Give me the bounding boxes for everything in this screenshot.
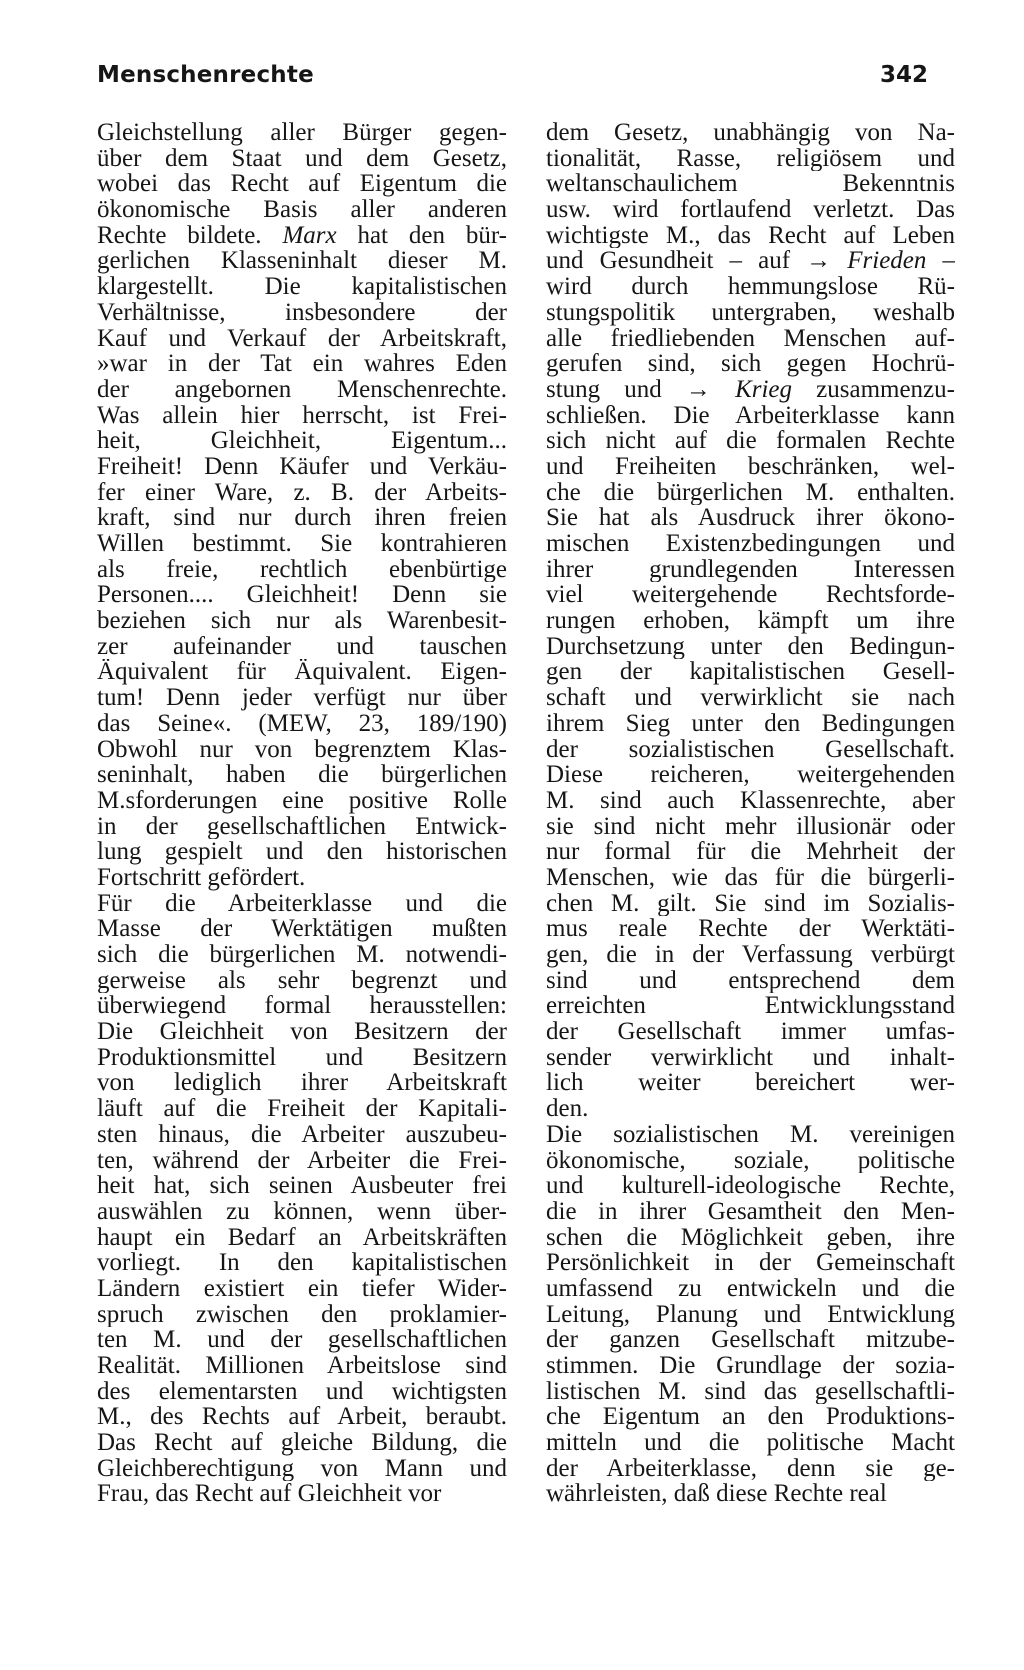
text-line: gerufen sind, sich gegen Hochrü-	[546, 351, 955, 377]
text-line: heit, Gleichheit, Eigentum...	[97, 428, 507, 454]
text-line: Was allein hier herrscht, ist Frei-	[97, 402, 507, 429]
text-line: Willen bestimmt. Sie kontrahieren	[97, 531, 507, 557]
text-line: der sozialistischen Gesellschaft.	[546, 736, 955, 763]
text-line: über dem Staat und dem Gesetz,	[97, 145, 507, 172]
text-line: nur formal für die Mehrheit der	[546, 839, 955, 865]
text-line: lich weiter bereichert wer-	[546, 1070, 955, 1097]
text-line: kraft, sind nur durch ihren freien	[97, 505, 507, 531]
text-line: Freiheit! Denn Käufer und Verkäu-	[97, 453, 507, 480]
text-line: heit hat, sich seinen Ausbeuter frei	[97, 1173, 507, 1199]
text-line: tum! Denn jeder verfügt nur über	[97, 685, 507, 711]
text-line: der ganzen Gesellschaft mitzube-	[546, 1327, 955, 1353]
text-line: sie sind nicht mehr illusionär oder	[546, 813, 955, 840]
text-line: listischen M. sind das gesellschaftli-	[546, 1378, 955, 1405]
text-line: mitteln und die politische Macht	[546, 1430, 955, 1456]
text-line: gerlichen Klasseninhalt dieser M.	[97, 248, 507, 275]
text-line: Äquivalent für Äquivalent. Eigen-	[97, 659, 507, 686]
text-line: umfassend zu entwickeln und die	[546, 1275, 955, 1302]
text-line: fer einer Ware, z. B. der Arbeits-	[97, 479, 507, 506]
text-line: schließen. Die Arbeiterklasse kann	[546, 402, 955, 429]
text-line: rungen erhoben, kämpft um ihre	[546, 608, 955, 634]
text-line: der angebornen Menschenrechte.	[97, 376, 507, 403]
text-line: Diese reicheren, weitergehenden	[546, 762, 955, 788]
text-line: gerweise als sehr begrenzt und	[97, 967, 507, 994]
text-line: das Seine«. (MEW, 23, 189/190)	[97, 710, 507, 737]
text-line: Die sozialistischen M. vereinigen	[546, 1121, 955, 1148]
text-line: Obwohl nur von begrenztem Klas-	[97, 736, 507, 763]
text-line: überwiegend formal herausstellen:	[97, 993, 507, 1020]
text-line: mischen Existenzbedingungen und	[546, 531, 955, 557]
text-line: ökonomische, soziale, politische	[546, 1147, 955, 1174]
text-line: Produktionsmittel und Besitzern	[97, 1044, 507, 1071]
text-line: seninhalt, haben die bürgerlichen	[97, 762, 507, 788]
text-line: klargestellt. Die kapitalistischen	[97, 274, 507, 300]
text-line: schen die Möglichkeit geben, ihre	[546, 1224, 955, 1251]
text-line: sich die bürgerlichen M. notwendi-	[97, 942, 507, 968]
text-line: und Freiheiten beschränken, wel-	[546, 453, 955, 480]
text-line: chen M. gilt. Sie sind im Sozialis-	[546, 890, 955, 917]
text-line: vorliegt. In den kapitalistischen	[97, 1250, 507, 1276]
text-line: stung und → Krieg zusammenzu-	[546, 376, 955, 403]
text-line: die in ihrer Gesamtheit den Men-	[546, 1198, 955, 1225]
text-line: gen der kapitalistischen Gesell-	[546, 659, 955, 686]
text-line: M.sforderungen eine positive Rolle	[97, 787, 507, 814]
text-line: ökonomische Basis aller anderen	[97, 197, 507, 223]
text-line: dem Gesetz, unabhängig von Na-	[546, 120, 955, 146]
text-line: weltanschaulichem Bekenntnis	[546, 171, 955, 198]
text-line: wichtigste M., das Recht auf Leben	[546, 222, 955, 249]
text-line: des elementarsten und wichtigsten	[97, 1378, 507, 1405]
text-line: währleisten, daß diese Rechte real	[546, 1481, 887, 1508]
text-line: zer aufeinander und tauschen	[97, 633, 507, 660]
text-line: usw. wird fortlaufend verletzt. Das	[546, 197, 955, 223]
text-line: und Gesundheit – auf → Frieden –	[546, 248, 955, 275]
text-line: che die bürgerlichen M. enthalten.	[546, 479, 955, 506]
text-line: läuft auf die Freiheit der Kapitali-	[97, 1096, 507, 1122]
text-line: Gleichstellung aller Bürger gegen-	[97, 120, 507, 146]
text-line: lung gespielt und den historischen	[97, 839, 507, 865]
text-line: Menschen, wie das für die bürgerli-	[546, 864, 955, 891]
text-line: Personen.... Gleichheit! Denn sie	[97, 582, 507, 609]
text-line: als freie, rechtlich ebenbürtige	[97, 556, 507, 583]
text-line: tionalität, Rasse, religiösem und	[546, 145, 955, 172]
text-line: sender verwirklicht und inhalt-	[546, 1044, 955, 1071]
text-line: der Gesellschaft immer umfas-	[546, 1019, 955, 1045]
text-line: Rechte bildete. Marx hat den bür-	[97, 222, 507, 249]
text-line: Fortschritt gefördert.	[97, 864, 306, 891]
text-line: Kauf und Verkauf der Arbeitskraft,	[97, 325, 507, 352]
text-line: Die Gleichheit von Besitzern der	[97, 1019, 507, 1045]
text-line: ihrer grundlegenden Interessen	[546, 556, 955, 583]
text-line: Masse der Werktätigen mußten	[97, 916, 507, 942]
text-line: Persönlichkeit in der Gemeinschaft	[546, 1250, 955, 1276]
text-line: wobei das Recht auf Eigentum die	[97, 171, 507, 198]
text-line: sich nicht auf die formalen Rechte	[546, 428, 955, 454]
text-line: Leitung, Planung und Entwicklung	[546, 1301, 955, 1328]
page-number: 342	[880, 62, 929, 88]
text-line: Für die Arbeiterklasse und die	[97, 890, 507, 917]
text-line: Frau, das Recht auf Gleichheit vor	[97, 1481, 442, 1508]
text-line: Das Recht auf gleiche Bildung, die	[97, 1430, 507, 1456]
text-line: Gleichberechtigung von Mann und	[97, 1455, 507, 1482]
text-line: ten, während der Arbeiter die Frei-	[97, 1147, 507, 1174]
text-line: sind und entsprechend dem	[546, 967, 955, 994]
text-line: in der gesellschaftlichen Entwick-	[97, 813, 507, 840]
text-line: mus reale Rechte der Werktäti-	[546, 916, 955, 942]
text-line: wird durch hemmungslose Rü-	[546, 274, 955, 300]
text-line: den.	[546, 1096, 589, 1122]
text-line: spruch zwischen den proklamier-	[97, 1301, 507, 1328]
text-line: gen, die in der Verfassung verbürgt	[546, 942, 955, 968]
text-line: Verhältnisse, insbesondere der	[97, 299, 507, 326]
text-line: erreichten Entwicklungsstand	[546, 993, 955, 1020]
text-line: ten M. und der gesellschaftlichen	[97, 1327, 507, 1353]
text-line: schaft und verwirklicht sie nach	[546, 685, 955, 711]
text-line: stungspolitik untergraben, weshalb	[546, 299, 955, 326]
text-line: viel weitergehende Rechtsforde-	[546, 582, 955, 609]
text-line: haupt ein Bedarf an Arbeitskräften	[97, 1224, 507, 1251]
text-line: auswählen zu können, wenn über-	[97, 1198, 507, 1225]
text-line: Sie hat als Ausdruck ihrer ökono-	[546, 505, 955, 531]
text-line: der Arbeiterklasse, denn sie ge-	[546, 1455, 955, 1482]
text-line: Ländern existiert ein tiefer Wider-	[97, 1275, 507, 1302]
text-line: alle friedliebenden Menschen auf-	[546, 325, 955, 352]
text-line: sten hinaus, die Arbeiter auszubeu-	[97, 1121, 507, 1148]
text-line: Durchsetzung unter den Bedingun-	[546, 633, 955, 660]
text-line: Realität. Millionen Arbeitslose sind	[97, 1353, 507, 1379]
text-line: che Eigentum an den Produktions-	[546, 1404, 955, 1431]
text-line: und kulturell-ideologische Rechte,	[546, 1173, 955, 1199]
page-header-title: Menschenrechte	[97, 62, 314, 88]
text-line: von lediglich ihrer Arbeitskraft	[97, 1070, 507, 1097]
text-line: ihrem Sieg unter den Bedingungen	[546, 710, 955, 737]
text-line: »war in der Tat ein wahres Eden	[97, 351, 507, 377]
left-text-column	[97, 120, 507, 1507]
text-line: M., des Rechts auf Arbeit, beraubt.	[97, 1404, 507, 1431]
text-line: M. sind auch Klassenrechte, aber	[546, 787, 955, 814]
text-line: stimmen. Die Grundlage der sozia-	[546, 1353, 955, 1379]
right-text-column	[546, 120, 955, 1507]
text-line: beziehen sich nur als Warenbesit-	[97, 608, 507, 634]
